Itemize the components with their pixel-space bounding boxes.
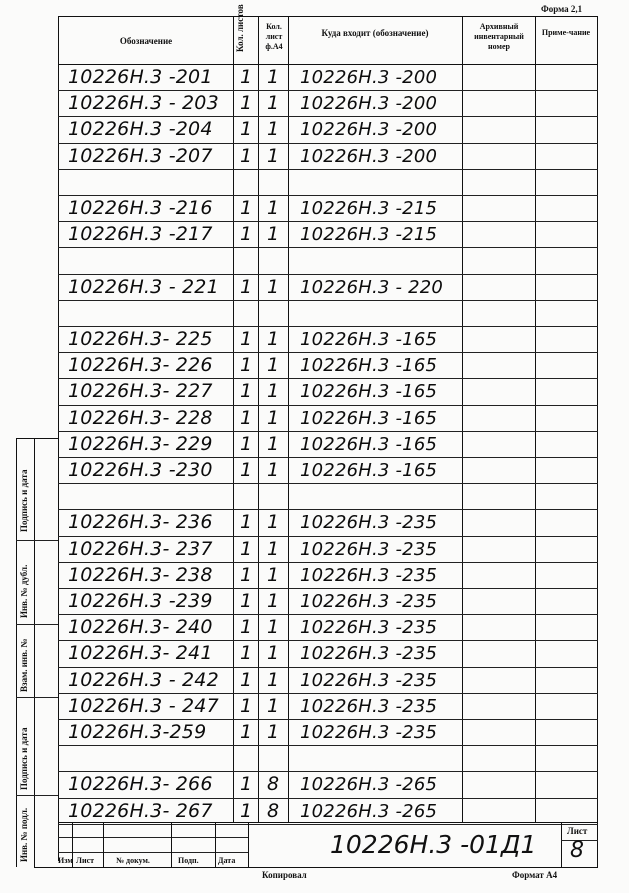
row-qty-sheets: 1 [239, 537, 253, 560]
footer-format: Формат А4 [512, 870, 558, 880]
row-qty-sheets: 1 [239, 511, 253, 534]
row-where-used: 10226Н.3 - 220 [300, 276, 444, 298]
frame-right [597, 16, 598, 868]
row-where-used: 10226Н.3 -265 [300, 774, 438, 796]
row-qty-sheets: 1 [239, 328, 253, 350]
row-where-used: 10226Н.3 -235 [300, 538, 438, 560]
row-qty-sheets: 1 [239, 616, 253, 639]
row-qty-a4: 1 [266, 694, 280, 717]
row-designation: 10226Н.3- 236 [68, 511, 213, 534]
row-line [58, 483, 598, 484]
row-designation: 10226Н.3- 225 [68, 328, 213, 350]
row-qty-a4: 1 [266, 616, 280, 639]
row-qty-sheets: 1 [239, 380, 253, 403]
row-where-used: 10226Н.3 -235 [300, 617, 438, 639]
row-line [58, 588, 598, 589]
row-qty-a4: 1 [266, 459, 280, 481]
row-where-used: 10226Н.3 -235 [300, 722, 438, 743]
row-designation: 10226Н.3-259 [68, 721, 207, 743]
row-qty-a4: 1 [266, 668, 280, 691]
row-where-used: 10226Н.3 -235 [300, 591, 438, 612]
row-qty-a4: 1 [266, 197, 280, 219]
side-label-podpis-data-2: Подпись и дата [19, 727, 29, 790]
title-label-izm: Изм [58, 856, 73, 865]
row-qty-a4: 1 [266, 721, 280, 743]
row-where-used: 10226Н.3 -165 [300, 329, 438, 350]
row-qty-a4: 1 [266, 275, 280, 298]
row-qty-sheets: 1 [239, 66, 253, 88]
row-line [58, 614, 598, 615]
row-qty-sheets: 1 [239, 668, 253, 691]
row-qty-a4: 8 [266, 773, 280, 796]
side-sep-2 [16, 624, 58, 625]
row-designation: 10226Н.3- 240 [68, 616, 213, 639]
row-qty-sheets: 1 [239, 406, 253, 429]
row-qty-sheets: 1 [239, 144, 253, 167]
row-qty-a4: 1 [266, 118, 280, 141]
row-qty-a4: 1 [266, 406, 280, 429]
row-qty-sheets: 1 [239, 694, 253, 717]
row-where-used: 10226Н.3 -235 [300, 512, 438, 534]
row-designation: 10226Н.3- 267 [68, 799, 213, 822]
row-where-used: 10226Н.3 -165 [300, 460, 438, 481]
row-line [58, 457, 598, 458]
row-line [58, 431, 598, 432]
row-qty-sheets: 1 [239, 773, 253, 796]
row-line [58, 169, 598, 170]
frame-top [58, 16, 598, 17]
header-qty-a4: Кол. лист ф.А4 [265, 22, 283, 51]
side-sep-1 [16, 540, 58, 541]
side-label-podpis-data-1: Подпись и дата [19, 469, 29, 532]
row-where-used: 10226Н.3 -235 [300, 564, 438, 586]
row-line [58, 352, 598, 353]
row-line [58, 143, 598, 144]
row-line [58, 221, 598, 222]
row-line [58, 116, 598, 117]
row-designation: 10226Н.3 - 203 [68, 92, 219, 115]
row-line [58, 824, 598, 825]
row-where-used: 10226Н.3 -165 [300, 355, 438, 377]
row-designation: 10226Н.3 -204 [68, 118, 213, 141]
side-sep-4 [16, 795, 58, 796]
row-qty-a4: 1 [266, 537, 280, 560]
row-where-used: 10226Н.3 -235 [300, 695, 438, 717]
title-block-top [58, 822, 598, 823]
row-qty-a4: 1 [266, 354, 280, 377]
row-designation: 10226Н.3 - 247 [68, 694, 219, 717]
title-label-doc: № докум. [116, 856, 150, 865]
title-col-podp [215, 822, 216, 867]
row-line [58, 405, 598, 406]
row-qty-a4: 1 [266, 380, 280, 403]
row-where-used: 10226Н.3 -200 [300, 67, 438, 88]
row-qty-a4: 1 [266, 92, 280, 115]
side-label-vzam-inv: Взам. инв. № [19, 638, 29, 692]
row-where-used: 10226Н.3 -165 [300, 381, 438, 403]
row-where-used: 10226Н.3 -165 [300, 433, 438, 455]
col-divider-3 [288, 16, 289, 822]
header-bottom-line [58, 64, 598, 65]
row-qty-a4: 1 [266, 432, 280, 455]
row-where-used: 10226Н.3 -235 [300, 643, 438, 665]
side-label-inv-podl: Инв. № подл. [19, 807, 29, 862]
row-line [58, 798, 598, 799]
row-line [58, 640, 598, 641]
row-line [58, 274, 598, 275]
row-line [58, 562, 598, 563]
title-label-data: Дата [218, 856, 236, 865]
row-qty-sheets: 1 [239, 432, 253, 455]
row-qty-sheets: 1 [239, 642, 253, 665]
row-qty-sheets: 1 [239, 563, 253, 586]
header-where-used: Куда входит (обозначение) [321, 28, 429, 38]
row-where-used: 10226Н.3 -200 [300, 93, 438, 115]
row-designation: 10226Н.3- 226 [68, 354, 213, 377]
row-designation: 10226Н.3- 238 [68, 563, 213, 586]
document-number: 10226Н.3 -01Д1 [330, 830, 537, 859]
row-qty-sheets: 1 [239, 197, 253, 219]
row-line [58, 378, 598, 379]
row-qty-a4: 1 [266, 328, 280, 350]
row-designation: 10226Н.3 -201 [68, 66, 213, 88]
title-label-podp: Подп. [178, 856, 199, 865]
row-line [58, 300, 598, 301]
footer-copied: Копировал [262, 870, 307, 880]
row-qty-sheets: 1 [239, 223, 253, 246]
title-row-2 [58, 852, 248, 853]
row-qty-a4: 1 [266, 590, 280, 612]
row-qty-a4: 1 [266, 511, 280, 534]
row-line [58, 195, 598, 196]
row-qty-sheets: 1 [239, 459, 253, 481]
row-designation: 10226Н.3 -239 [68, 590, 213, 612]
row-where-used: 10226Н.3 -235 [300, 669, 438, 691]
row-line [58, 536, 598, 537]
title-col-data [248, 822, 249, 867]
col-divider-1 [233, 16, 234, 822]
title-row-1 [58, 837, 248, 838]
row-designation: 10226Н.3- 227 [68, 380, 213, 403]
row-line [58, 509, 598, 510]
header-archive: Архивный инвентарный номер [474, 22, 524, 51]
row-designation: 10226Н.3 -230 [68, 459, 213, 481]
sheet-label: Лист [567, 826, 588, 836]
row-designation: 10226Н.3 - 221 [68, 275, 219, 298]
row-designation: 10226Н.3- 229 [68, 432, 213, 455]
row-designation: 10226Н.3 -216 [68, 197, 213, 219]
side-sep-3 [16, 697, 58, 698]
row-line [58, 667, 598, 668]
row-designation: 10226Н.3- 237 [68, 537, 213, 560]
row-qty-sheets: 1 [239, 275, 253, 298]
row-qty-sheets: 1 [239, 799, 253, 822]
row-qty-sheets: 1 [239, 590, 253, 612]
row-line [58, 693, 598, 694]
col-divider-5 [535, 16, 536, 822]
side-strip-top [16, 438, 58, 439]
row-where-used: 10226Н.3 -200 [300, 145, 438, 167]
row-designation: 10226Н.3- 241 [68, 642, 213, 665]
row-designation: 10226Н.3 -217 [68, 223, 213, 246]
row-where-used: 10226Н.3 -200 [300, 119, 438, 141]
header-designation: Обозначение [119, 36, 173, 46]
row-line [58, 745, 598, 746]
form-label: Форма 2,1 [541, 4, 583, 14]
side-strip-left [16, 438, 17, 867]
title-label-list: Лист [76, 856, 95, 865]
col-divider-4 [462, 16, 463, 822]
row-where-used: 10226Н.3 -265 [300, 800, 438, 822]
row-qty-sheets: 1 [239, 92, 253, 115]
header-qty-sheets: Кол. листов [235, 4, 245, 52]
row-qty-sheets: 1 [239, 354, 253, 377]
row-qty-a4: 1 [266, 66, 280, 88]
side-strip-mid [34, 438, 35, 867]
title-block-bottom [34, 867, 598, 868]
header-note: Приме-чание [541, 28, 591, 37]
row-qty-a4: 1 [266, 144, 280, 167]
title-col-doc [171, 822, 172, 867]
row-line [58, 719, 598, 720]
row-where-used: 10226Н.3 -165 [300, 407, 438, 429]
row-line [58, 247, 598, 248]
row-line [58, 771, 598, 772]
row-designation: 10226Н.3- 228 [68, 406, 213, 429]
row-line [58, 90, 598, 91]
row-qty-a4: 1 [266, 223, 280, 246]
row-designation: 10226Н.3- 266 [68, 773, 213, 796]
row-qty-a4: 8 [266, 799, 280, 822]
row-qty-sheets: 1 [239, 118, 253, 141]
title-col-sheet [561, 822, 562, 867]
row-where-used: 10226Н.3 -215 [300, 198, 438, 219]
row-qty-a4: 1 [266, 563, 280, 586]
sheet-number: 8 [570, 838, 584, 863]
row-qty-sheets: 1 [239, 721, 253, 743]
row-qty-a4: 1 [266, 642, 280, 665]
title-col-list [103, 822, 104, 867]
row-designation: 10226Н.3 - 242 [68, 668, 219, 691]
row-designation: 10226Н.3 -207 [68, 144, 213, 167]
side-label-inv-dubl: Инв. № дубл. [19, 564, 29, 618]
row-where-used: 10226Н.3 -215 [300, 224, 438, 246]
row-line [58, 326, 598, 327]
col-divider-2 [258, 16, 259, 822]
